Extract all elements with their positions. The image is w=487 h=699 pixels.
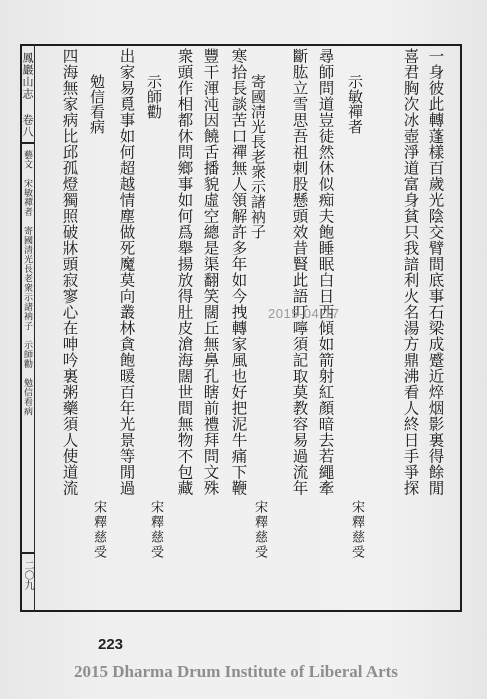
watermark-date: 2015-04-17 bbox=[268, 306, 340, 321]
poem-column: 四海無家病比邱孤燈獨照破牀頭寂寥心在呻吟裏粥藥須人使道流 bbox=[60, 48, 79, 496]
poem-column: 尋師問道豈徒然休似痴夫飽睡眠白日西傾如箭射紅顏暗去若繩牽 bbox=[316, 48, 335, 496]
poem-column: 豐干渾沌因饒舌播貌虛空總是渠翻笑闊丘無鼻孔瞎前禮拜問文殊 bbox=[201, 48, 220, 496]
margin-mark-bottom bbox=[20, 552, 34, 554]
poem-title: 勉信看病 bbox=[88, 74, 106, 134]
poem-column: 寒拾長談苦口禪無人領解許多年如今拽轉家風也好把泥牛痛下鞭 bbox=[229, 48, 248, 496]
margin-section-list: 藝文 宋敏禪者 寄國清光長老衆示諸衲子 示師勸 勉信看病 bbox=[22, 150, 32, 416]
page-number: 223 bbox=[98, 636, 124, 653]
margin-mark-top bbox=[20, 142, 34, 144]
footer-credit: 2015 Dharma Drum Institute of Liberal Arts bbox=[74, 662, 398, 681]
poem-column: 出家易覓事如何超越情塵做死魔莫向叢林貪飽暖百年光景等閒過 bbox=[117, 48, 136, 496]
poem-title: 示師勸 bbox=[145, 74, 163, 119]
poem-title: 寄國淸光長老衆示諸衲子 bbox=[249, 74, 267, 239]
poem-column: 喜君胸次冰壺淨道富身貧只我諳利火名湯方鼎沸看人終日手爭探 bbox=[401, 48, 420, 496]
poem-author: 宋釋慈受 bbox=[252, 500, 267, 560]
poem-title: 示敏禪者 bbox=[346, 74, 364, 134]
poem-column: 斷肱立雪思吾祖刺股懸頭效昔賢此語叮嚀須記取莫教容易過流年 bbox=[290, 48, 309, 496]
margin-book-title: 鳳巖山志 卷八 bbox=[21, 52, 34, 138]
margin-folio-number: 二〇九 bbox=[22, 560, 33, 590]
poem-author: 宋釋慈受 bbox=[148, 500, 163, 560]
poem-author: 宋釋慈受 bbox=[349, 500, 364, 560]
poem-column: 衆頭作相都休問鄉事如何爲舉揚放得肚皮滄海闊世間無物不包藏 bbox=[175, 48, 194, 496]
poem-author: 宋釋慈受 bbox=[91, 500, 106, 560]
poem-column: 一身彼此轉蓬樣百歲光陰交臂間底事石梁成蹙近焠烟影裏得餘閒 bbox=[426, 48, 445, 496]
margin-rule bbox=[34, 44, 35, 612]
